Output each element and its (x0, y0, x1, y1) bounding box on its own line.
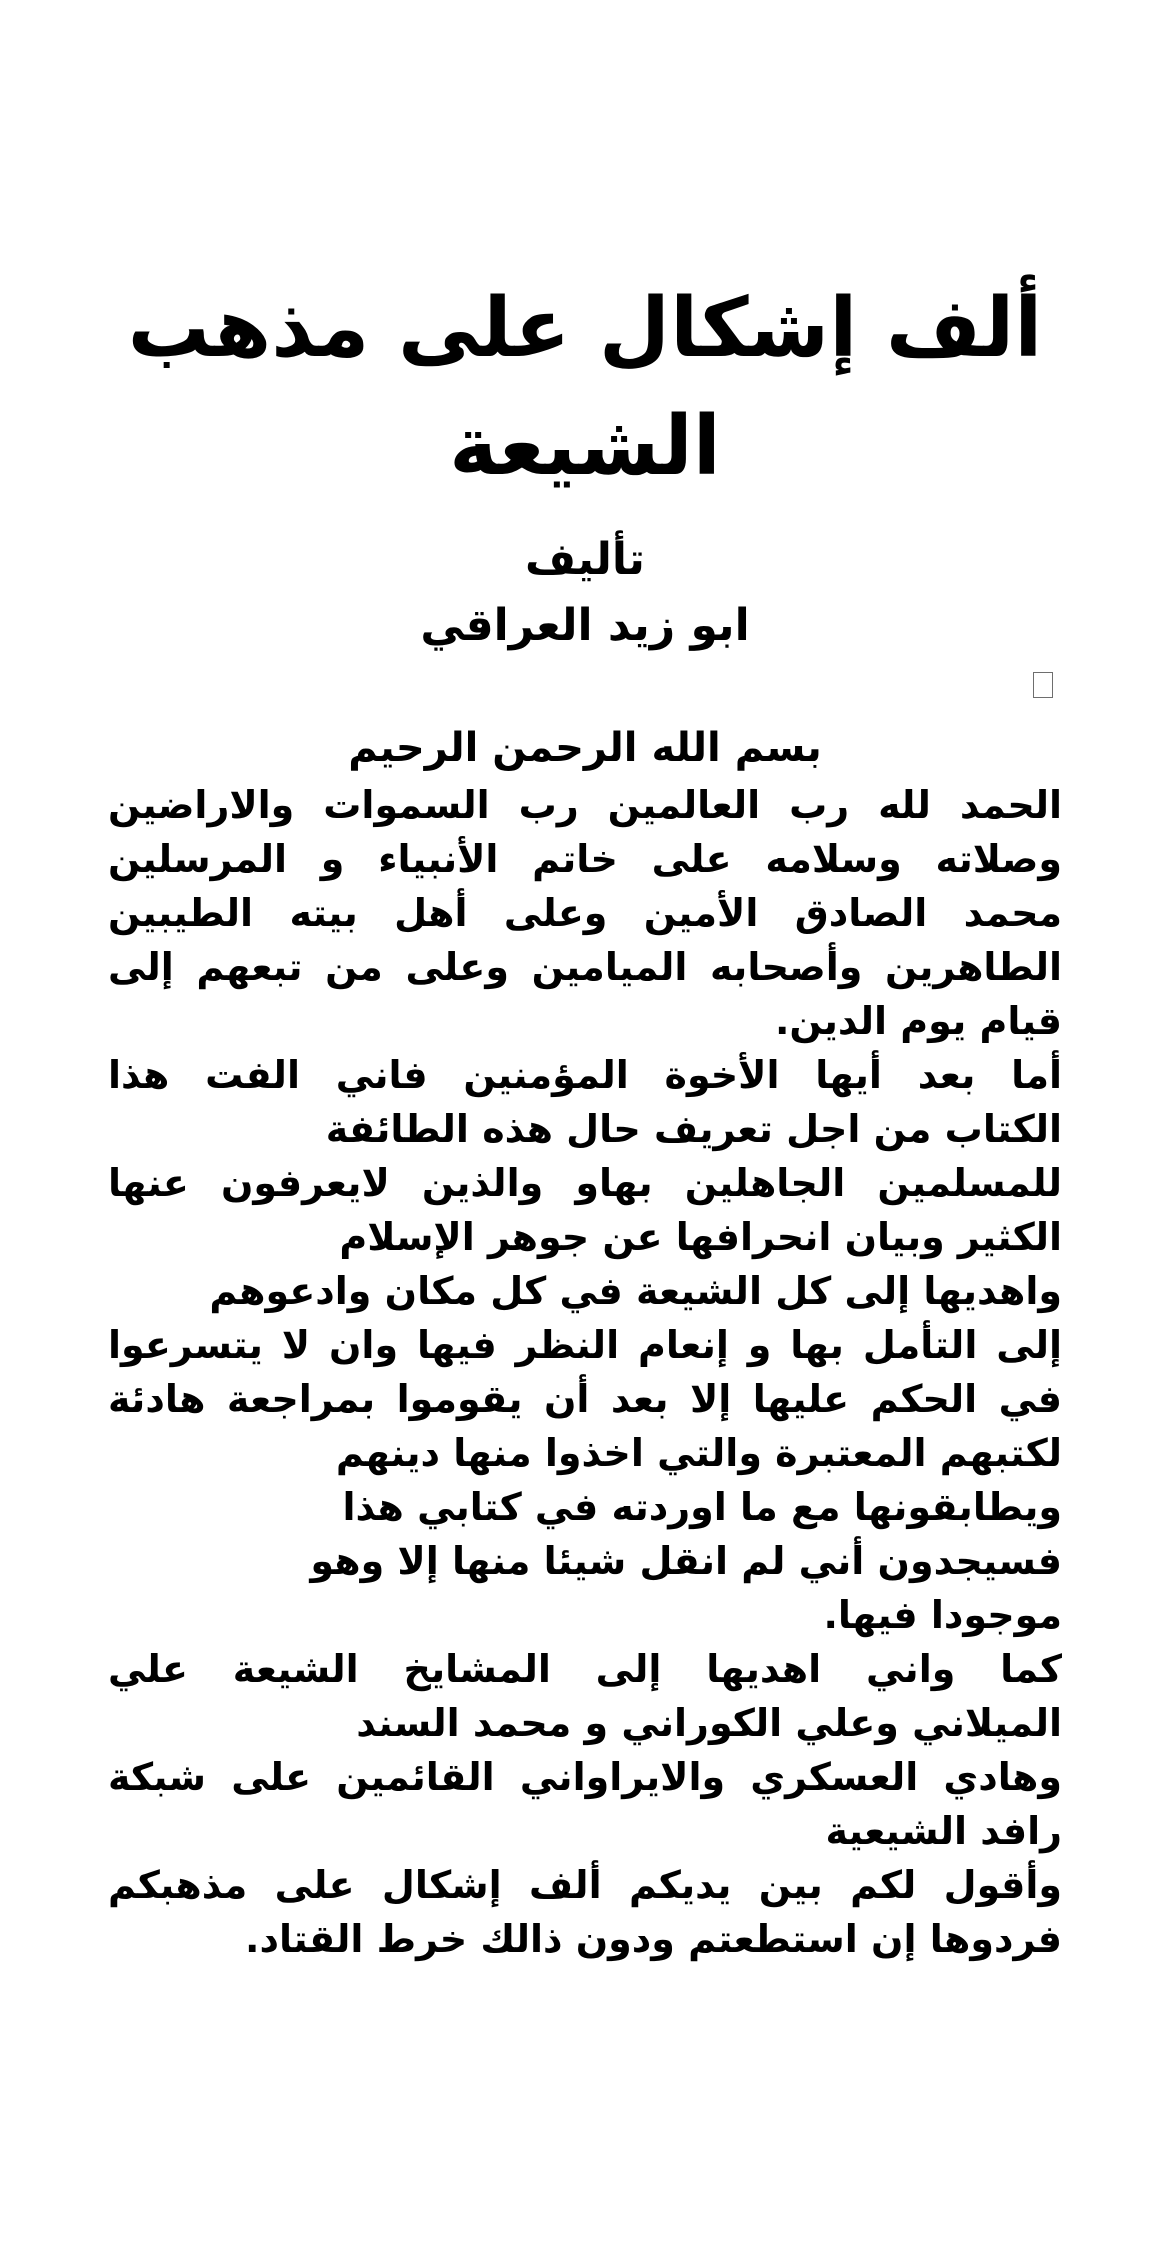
text-line: الكثير وبيان انحرافها عن جوهر الإسلام (339, 1215, 1062, 1259)
text-line: الطاهرين وأصحابه الميامين وعلى من تبعهم إلى (108, 945, 1062, 989)
text-line: الكتاب من اجل تعريف حال هذه الطائفة (325, 1107, 1062, 1151)
text-line: كما واني اهديها إلى المشايخ الشيعة علي (108, 1647, 1062, 1691)
text-line: في الحكم عليها إلا بعد أن يقوموا بمراجعة هادئة (108, 1377, 1062, 1421)
text-line: فردوها إن استطعتم ودون ذالك خرط القتاد. (245, 1917, 1062, 1961)
text-line: قيام يوم الدين. (774, 999, 1062, 1043)
basmala: بسم الله الرحمن الرحيم (348, 725, 822, 771)
text-line: أما بعد أيها الأخوة المؤمنين فاني الفت هذا (108, 1053, 1062, 1097)
text-line: لكتبهم المعتبرة والتي اخذوا منها دينهم (335, 1431, 1062, 1475)
body-text (108, 778, 1062, 1966)
text-line: محمد الصادق الأمين وعلى أهل بيته الطيبين (108, 891, 1062, 935)
text-line: الحمد لله رب العالمين رب السموات والاراضين (108, 783, 1062, 827)
author-label: تأليف (525, 534, 645, 585)
text-line: ويطابقونها مع ما اوردته في كتابي هذا (342, 1485, 1062, 1529)
text-line: وصلاته وسلامه على خاتم الأنبياء و المرسلين (108, 837, 1062, 881)
checkbox-glyph-icon (1033, 672, 1053, 698)
text-line: للمسلمين الجاهلين بهاو والذين لايعرفون عنها (108, 1161, 1062, 1205)
text-line: الميلاني وعلي الكوراني و محمد السند (356, 1701, 1062, 1745)
text-line: وهادي العسكري والايراواني القائمين على شبكة (108, 1755, 1062, 1799)
text-line: وأقول لكم بين يديكم ألف إشكال على مذهبكم (108, 1863, 1062, 1907)
text-line: إلى التأمل بها و إنعام النظر فيها وان لا يتسرعوا (108, 1323, 1062, 1367)
text-line: رافد الشيعية (825, 1809, 1062, 1853)
book-title: ألف إشكال على مذهب الشيعة (127, 281, 1043, 494)
text-line: موجودا فيها. (823, 1593, 1062, 1637)
author-name: ابو زيد العراقي (420, 600, 750, 651)
text-line: واهديها إلى كل الشيعة في كل مكان وادعوهم (209, 1269, 1062, 1313)
text-line: فسيجدون أني لم انقل شيئا منها إلا وهو (310, 1539, 1062, 1583)
